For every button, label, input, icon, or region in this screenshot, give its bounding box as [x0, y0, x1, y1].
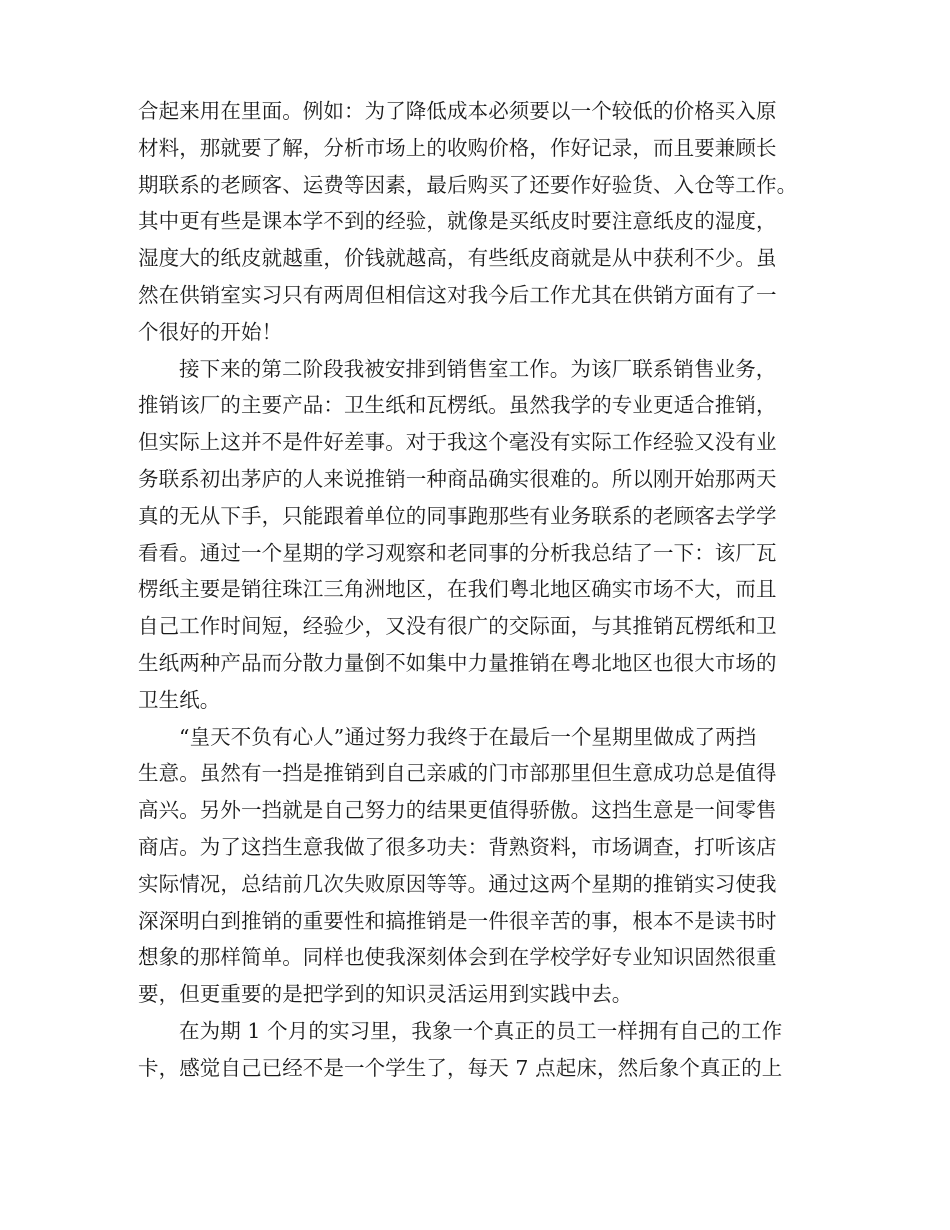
text-line: 自己工作时间短，经验少，又没有很广的交际面，与其推销瓦楞纸和卫: [138, 614, 777, 639]
text-line: 生意。虽然有一挡是推销到自己亲戚的门市部那里但生意成功总是值得: [138, 761, 777, 786]
paragraph: [138, 1013, 828, 1087]
text-line: 楞纸主要是销往珠江三角洲地区，在我们粤北地区确实市场不大，而且: [138, 577, 777, 602]
text-line: 期联系的老顾客、运费等因素，最后购买了还要作好验货、入仓等工作。: [138, 172, 798, 197]
text-line: “皇天不负有心人”通过努力我终于在最后一个星期里做成了两挡: [179, 724, 757, 749]
paragraph: [138, 351, 828, 719]
text-line: 合起来用在里面。例如：为了降低成本必须要以一个较低的价格买入原: [138, 99, 777, 123]
paragraph: [138, 93, 828, 351]
text-line: 生纸两种产品而分散力量倒不如集中力量推销在粤北地区也很大市场的: [138, 650, 777, 675]
text-line: 要，但更重要的是把学到的知识灵活运用到实践中去。: [138, 982, 633, 1007]
paragraph: [138, 719, 828, 1013]
text-line: 高兴。另外一挡就是自己努力的结果更值得骄傲。这挡生意是一间零售: [138, 798, 777, 823]
text-line: 真的无从下手，只能跟着单位的同事跑那些有业务联系的老顾客去学学: [138, 503, 777, 528]
text-line: 卡，感觉自己已经不是一个学生了，每天 7 点起床，然后象个真正的上: [138, 1055, 783, 1080]
document-body: [138, 93, 828, 1087]
text-line: 湿度大的纸皮就越重，价钱就越高，有些纸皮商就是从中获利不少。虽: [138, 246, 777, 271]
text-line: 深深明白到推销的重要性和搞推销是一件很辛苦的事，根本不是读书时: [138, 908, 777, 933]
text-line: 个很好的开始！: [138, 319, 283, 344]
text-line: 卫生纸。: [138, 687, 221, 712]
text-line: 想象的那样简单。同样也使我深刻体会到在学校学好专业知识固然很重: [138, 945, 777, 970]
text-line: 推销该厂的主要产品：卫生纸和瓦楞纸。虽然我学的专业更适合推销，: [138, 393, 777, 418]
text-line: 然在供销室实习只有两周但相信这对我今后工作尤其在供销方面有了一: [138, 282, 777, 307]
text-line: 但实际上这并不是件好差事。对于我这个毫没有实际工作经验又没有业: [138, 430, 777, 455]
text-line: 材料，那就要了解，分析市场上的收购价格，作好记录，而且要兼顾长: [138, 135, 777, 160]
text-line: 其中更有些是课本学不到的经验，就像是买纸皮时要注意纸皮的湿度，: [138, 209, 777, 234]
text-line: 看看。通过一个星期的学习观察和老同事的分析我总结了一下：该厂瓦: [138, 540, 777, 565]
text-line: 商店。为了这挡生意我做了很多功夫：背熟资料，市场调查，打听该店: [138, 834, 777, 859]
text-line: 在为期 1 个月的实习里，我象一个真正的员工一样拥有自己的工作: [179, 1018, 783, 1043]
text-line: 务联系初出茅庐的人来说推销一种商品确实很难的。所以刚开始那两天: [138, 466, 777, 491]
text-line: 接下来的第二阶段我被安排到销售室工作。为该厂联系销售业务，: [179, 356, 777, 381]
text-line: 实际情况，总结前几次失败原因等等。通过这两个星期的推销实习使我: [138, 871, 777, 896]
